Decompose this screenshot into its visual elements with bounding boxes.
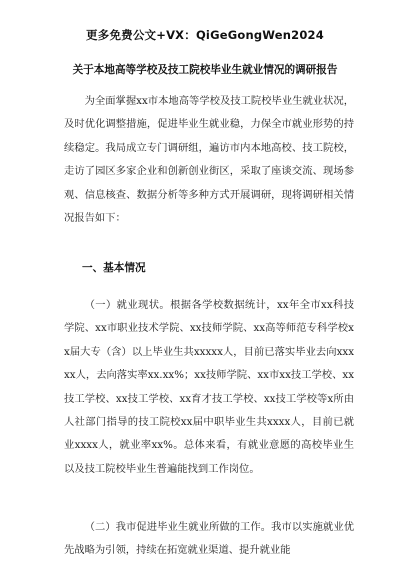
section-heading-basic-situation: 一、基本情况 [82, 262, 146, 274]
paragraph-employment-status: （一）就业现状。根据各学校数据统计，xx年全市xx科技学院、xx市职业技术学院、xx技师学院、xx高等师范专科学校xx届大专（含）以上毕业生共xxxxx人，目前已落实毕业去向xxxxx人，去向落实率xx.xx%；xx技师学院、xx市xx技工学校、xx技工学校、xx技工学校、xx育才技工学校、xx技工学校等x所由人社部门指导的技工院校xx届中职毕业生共xxxx人，目前已就业xxxx人，就业率xx%。总体来看，有就业意愿的高校毕业生以及技工院校毕业生普遍能找到工作岗位。 [64, 299, 354, 475]
document-title: 关于本地高等学校及技工院校毕业生就业情况的调研报告 [72, 64, 338, 76]
paragraph-employment-work: （二）我市促进毕业生就业所做的工作。我市以实施就业优先战略为引领，持续在拓宽就业渠道、提升就业能 [64, 521, 354, 557]
watermark-header: 更多免费公文+VX：QiGeGongWen2024 [86, 28, 324, 42]
intro-paragraph: 为全面掌握xx市本地高等学校及技工院校毕业生就业状况，及时优化调整措施，促进毕业生就业稳，力保全市就业形势的持续稳定。我局成立专门调研组，遍访市内本地高校、技工院校，走访了园区多家企业和创新创业街区，采取了座谈交流、现场参观、信息核查、数据分析等多种方式开展调研，现将调研相关情况报告如下： [64, 95, 354, 225]
